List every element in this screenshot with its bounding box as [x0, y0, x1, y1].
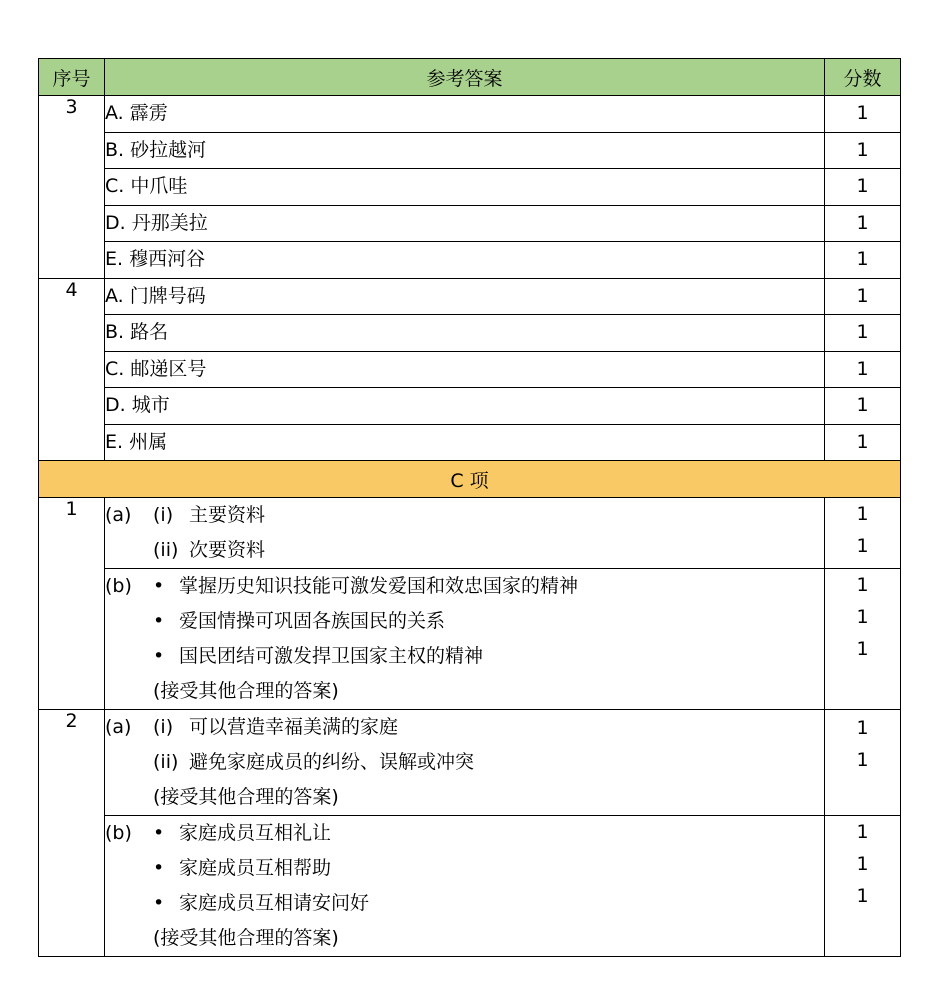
c1-part-a	[105, 498, 825, 569]
q3-number: 3	[39, 96, 105, 279]
q3-score-d: 1	[825, 205, 901, 242]
c2-b-item-1: 家庭成员互相礼让	[179, 822, 332, 844]
table-row	[39, 96, 901, 133]
bullet-icon: •	[153, 822, 165, 844]
table-row	[39, 315, 901, 352]
bullet-icon: •	[153, 857, 165, 879]
bullet-icon: •	[153, 892, 165, 914]
c2-a-note: (接受其他合理的答案)	[153, 786, 339, 808]
c1-a-ii-label: (ii)	[153, 539, 179, 561]
header-score: 分数	[825, 59, 901, 96]
c2-a-i-text: 可以营造幸福美满的家庭	[189, 716, 399, 738]
c1-b-label: (b)	[105, 575, 132, 597]
header-row	[39, 59, 901, 96]
c2-b-score-3: 1	[856, 885, 869, 907]
table-row	[39, 569, 901, 710]
c2-b-scores	[825, 816, 901, 957]
q3-score-a: 1	[825, 96, 901, 133]
c2-a-score-1: 1	[856, 717, 869, 739]
q4-number: 4	[39, 278, 105, 461]
answer-table	[38, 58, 901, 957]
q3-item-e: E. 穆西河谷	[105, 242, 825, 279]
q4-score-c: 1	[825, 351, 901, 388]
c2-a-ii-label: (ii)	[153, 751, 179, 773]
table-row	[39, 351, 901, 388]
table-row	[39, 169, 901, 206]
q3-score-c: 1	[825, 169, 901, 206]
c1-b-scores	[825, 569, 901, 710]
c2-a-ii-text: 避免家庭成员的纠纷、误解或冲突	[189, 751, 475, 773]
c1-b-item-2: 爱国情操可巩固各族国民的关系	[179, 610, 446, 632]
c1-b-item-3: 国民团结可激发捍卫国家主权的精神	[179, 645, 484, 667]
table-row	[39, 816, 901, 957]
c1-a-ii-text: 次要资料	[189, 539, 266, 561]
table-row	[39, 388, 901, 425]
q4-item-d: D. 城市	[105, 388, 825, 425]
c2-b-label: (b)	[105, 822, 132, 844]
q4-score-a: 1	[825, 278, 901, 315]
c1-a-score-2: 1	[856, 535, 869, 557]
q3-item-d: D. 丹那美拉	[105, 205, 825, 242]
c2-b-note: (接受其他合理的答案)	[153, 927, 339, 949]
c1-b-note: (接受其他合理的答案)	[153, 680, 339, 702]
c1-b-score-2: 1	[856, 606, 869, 628]
c2-number: 2	[39, 710, 105, 957]
bullet-icon: •	[153, 645, 165, 667]
bullet-icon: •	[153, 575, 165, 597]
q3-score-b: 1	[825, 132, 901, 169]
c1-a-scores	[825, 498, 901, 569]
c2-a-label: (a)	[105, 716, 132, 738]
c2-a-scores	[825, 710, 901, 816]
c1-a-score-1: 1	[856, 503, 869, 525]
c1-b-score-1: 1	[856, 574, 869, 596]
q4-score-d: 1	[825, 388, 901, 425]
c2-part-a	[105, 710, 825, 816]
table-row	[39, 132, 901, 169]
c2-b-item-2: 家庭成员互相帮助	[179, 857, 332, 879]
q4-score-b: 1	[825, 315, 901, 352]
q3-item-b: B. 砂拉越河	[105, 132, 825, 169]
table-row	[39, 242, 901, 279]
header-answer: 参考答案	[105, 59, 825, 96]
q3-score-e: 1	[825, 242, 901, 279]
table-row	[39, 498, 901, 569]
table-row	[39, 424, 901, 461]
header-num: 序号	[39, 59, 105, 96]
c1-part-b	[105, 569, 825, 710]
q4-item-c: C. 邮递区号	[105, 351, 825, 388]
c2-part-b	[105, 816, 825, 957]
c1-number: 1	[39, 498, 105, 710]
c2-a-score-2: 1	[856, 749, 869, 771]
c1-b-item-1: 掌握历史知识技能可激发爱国和效忠国家的精神	[179, 575, 579, 597]
q4-score-e: 1	[825, 424, 901, 461]
q4-item-e: E. 州属	[105, 424, 825, 461]
c1-a-label: (a)	[105, 504, 132, 526]
section-c-title: C 项	[39, 461, 901, 498]
c2-b-score-2: 1	[856, 853, 869, 875]
c1-b-score-3: 1	[856, 638, 869, 660]
c1-a-i-label: (i)	[153, 504, 174, 526]
c2-b-item-3: 家庭成员互相请安问好	[179, 892, 370, 914]
bullet-icon: •	[153, 610, 165, 632]
c2-a-i-label: (i)	[153, 716, 174, 738]
table-row	[39, 278, 901, 315]
section-header-row	[39, 461, 901, 498]
q4-item-a: A. 门牌号码	[105, 278, 825, 315]
table-row	[39, 205, 901, 242]
q4-item-b: B. 路名	[105, 315, 825, 352]
c1-a-i-text: 主要资料	[189, 504, 266, 526]
c2-b-score-1: 1	[856, 821, 869, 843]
q3-item-c: C. 中爪哇	[105, 169, 825, 206]
table-row	[39, 710, 901, 816]
q3-item-a: A. 霹雳	[105, 96, 825, 133]
